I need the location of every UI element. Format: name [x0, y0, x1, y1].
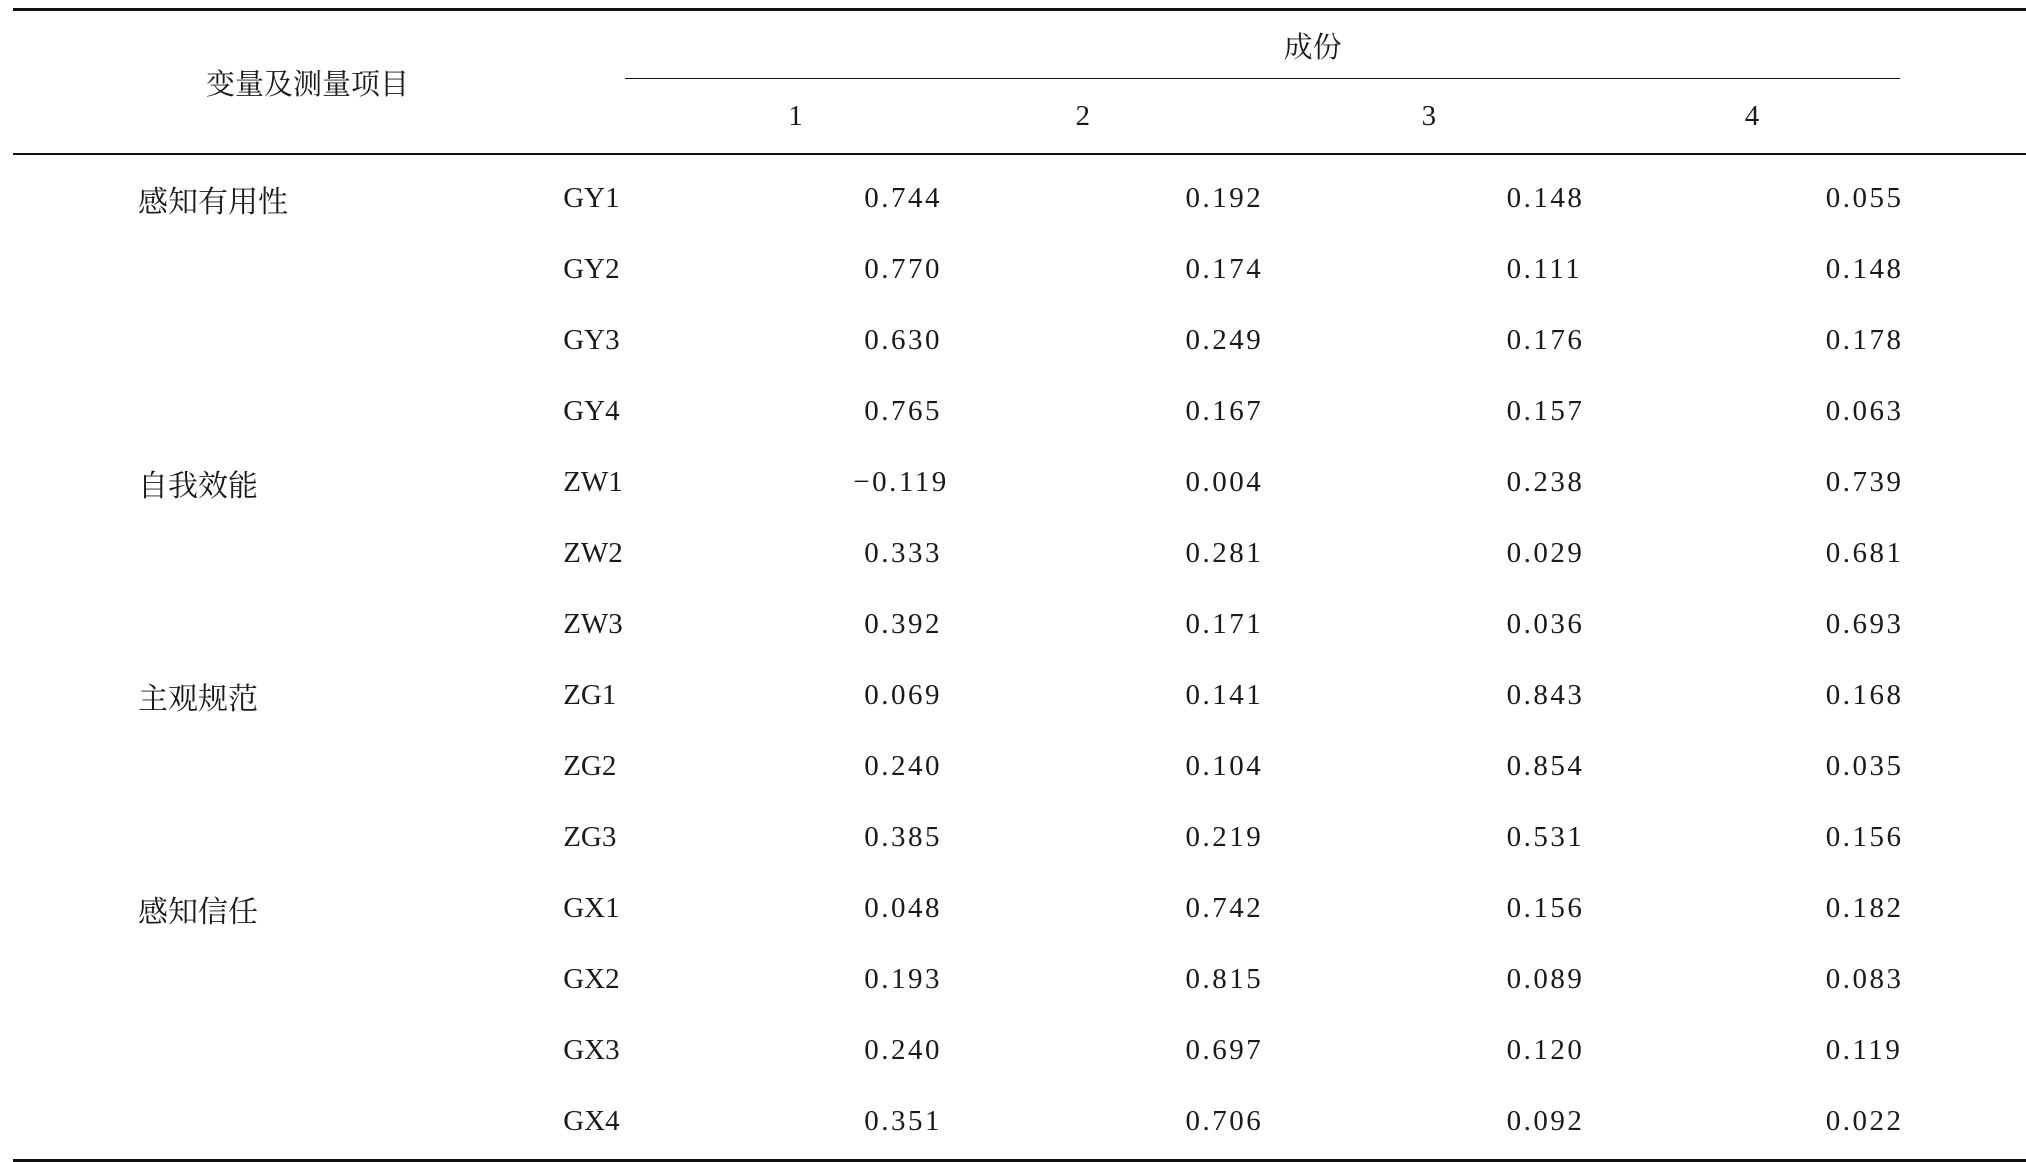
table-row: [13, 518, 2026, 589]
variable-name: [13, 1015, 423, 1086]
loading-value-component-1: 0.770: [864, 253, 943, 285]
loading-value-component-3: 0.854: [1506, 750, 1585, 782]
loading-value-component-3: 0.036: [1506, 608, 1585, 640]
loading-value-component-1: −0.119: [853, 466, 949, 498]
component-header-3: 3: [1421, 99, 1437, 132]
loading-value-component-2: 0.249: [1185, 324, 1264, 356]
item-code: ZG3: [563, 821, 617, 853]
loading-value-component-1: 0.392: [864, 608, 943, 640]
loading-value-component-2: 0.219: [1185, 821, 1264, 853]
loading-value-component-4: 0.182: [1825, 892, 1904, 924]
table-row: [13, 154, 2026, 234]
table-row: [13, 589, 2026, 660]
loading-value-component-4: 0.022: [1825, 1105, 1904, 1137]
component-header-4: 4: [1744, 99, 1760, 132]
loading-value-component-2: 0.281: [1185, 537, 1264, 569]
item-code: ZW3: [563, 608, 623, 640]
variable-header: 变量及测量项目: [206, 66, 410, 101]
loading-value-component-4: 0.083: [1825, 963, 1904, 995]
loading-value-component-3: 0.089: [1506, 963, 1585, 995]
loading-value-component-3: 0.157: [1506, 395, 1585, 427]
loading-value-component-3: 0.148: [1506, 182, 1585, 214]
loading-value-component-4: 0.063: [1825, 395, 1904, 427]
table-row: [13, 305, 2026, 376]
variable-name: 自我效能: [138, 468, 258, 504]
variable-name: [13, 376, 423, 447]
table-row: [13, 873, 2026, 944]
item-code: GY2: [563, 253, 620, 285]
loading-value-component-1: 0.765: [864, 395, 943, 427]
loading-value-component-4: 0.119: [1825, 1034, 1903, 1066]
table-row: [13, 1086, 2026, 1161]
item-code: ZW1: [563, 466, 623, 498]
variable-name: [13, 234, 423, 305]
loading-value-component-3: 0.029: [1506, 537, 1585, 569]
variable-name: 感知有用性: [138, 184, 288, 220]
loading-value-component-3: 0.111: [1506, 253, 1583, 285]
table-row: [13, 944, 2026, 1015]
loading-value-component-4: 0.156: [1825, 821, 1904, 853]
loading-value-component-4: 0.693: [1825, 608, 1904, 640]
table-row: [13, 234, 2026, 305]
loading-value-component-1: 0.069: [864, 679, 943, 711]
loading-value-component-3: 0.120: [1506, 1034, 1585, 1066]
item-code: GX4: [563, 1105, 620, 1137]
item-code: ZW2: [563, 537, 623, 569]
loading-value-component-3: 0.156: [1506, 892, 1585, 924]
item-code: ZG2: [563, 750, 617, 782]
variable-name: [13, 944, 423, 1015]
factor-loading-table-wrapper: [13, 8, 2026, 1162]
table-row: [13, 731, 2026, 802]
loading-value-component-2: 0.192: [1185, 182, 1264, 214]
variable-name: [13, 731, 423, 802]
table-body: [13, 154, 2026, 1161]
loading-value-component-1: 0.385: [864, 821, 943, 853]
loading-value-component-3: 0.238: [1506, 466, 1585, 498]
component-header-2: 2: [1075, 99, 1090, 132]
factor-loading-table: [13, 8, 2026, 1162]
loading-value-component-4: 0.739: [1825, 466, 1904, 498]
loading-value-component-4: 0.035: [1825, 750, 1904, 782]
item-code: GX1: [563, 892, 620, 924]
item-code: ZG1: [563, 679, 617, 711]
variable-name: [13, 802, 423, 873]
header-row-group: [13, 10, 2026, 80]
table-header: [13, 10, 2026, 155]
item-code: GX2: [563, 963, 620, 995]
variable-name: 主观规范: [138, 681, 258, 717]
loading-value-component-2: 0.697: [1185, 1034, 1264, 1066]
loading-value-component-1: 0.048: [864, 892, 943, 924]
loading-value-component-2: 0.004: [1185, 466, 1264, 498]
group-header-underline: [625, 78, 1900, 79]
loading-value-component-2: 0.174: [1185, 253, 1264, 285]
item-code: GY3: [563, 324, 620, 356]
loading-value-component-2: 0.141: [1185, 679, 1264, 711]
item-code: GY1: [563, 182, 620, 214]
variable-name: [13, 589, 423, 660]
loading-value-component-1: 0.351: [864, 1105, 943, 1137]
loading-value-component-2: 0.815: [1185, 963, 1264, 995]
table-row: [13, 376, 2026, 447]
item-code: GX3: [563, 1034, 620, 1066]
loading-value-component-1: 0.240: [864, 1034, 943, 1066]
loading-value-component-3: 0.092: [1506, 1105, 1585, 1137]
loading-value-component-2: 0.742: [1185, 892, 1264, 924]
table-row: [13, 447, 2026, 518]
variable-name: [13, 1086, 423, 1161]
loading-value-component-2: 0.167: [1185, 395, 1264, 427]
loading-value-component-1: 0.240: [864, 750, 943, 782]
loading-value-component-3: 0.843: [1506, 679, 1585, 711]
component-group-header: 成份: [1283, 29, 1342, 64]
loading-value-component-4: 0.681: [1825, 537, 1904, 569]
loading-value-component-1: 0.744: [864, 182, 943, 214]
loading-value-component-3: 0.176: [1506, 324, 1585, 356]
variable-name: [13, 518, 423, 589]
loading-value-component-4: 0.168: [1825, 679, 1904, 711]
loading-value-component-1: 0.630: [864, 324, 943, 356]
loading-value-component-4: 0.148: [1825, 253, 1904, 285]
loading-value-component-2: 0.104: [1185, 750, 1264, 782]
component-header-1: 1: [788, 99, 803, 132]
loading-value-component-2: 0.171: [1185, 608, 1264, 640]
table-row: [13, 802, 2026, 873]
loading-value-component-1: 0.193: [864, 963, 943, 995]
loading-value-component-1: 0.333: [864, 537, 943, 569]
item-code: GY4: [563, 395, 620, 427]
loading-value-component-4: 0.178: [1825, 324, 1904, 356]
variable-name: [13, 305, 423, 376]
loading-value-component-3: 0.531: [1506, 821, 1585, 853]
loading-value-component-4: 0.055: [1825, 182, 1904, 214]
table-row: [13, 660, 2026, 731]
variable-name: 感知信任: [138, 894, 258, 930]
table-row: [13, 1015, 2026, 1086]
loading-value-component-2: 0.706: [1185, 1105, 1264, 1137]
